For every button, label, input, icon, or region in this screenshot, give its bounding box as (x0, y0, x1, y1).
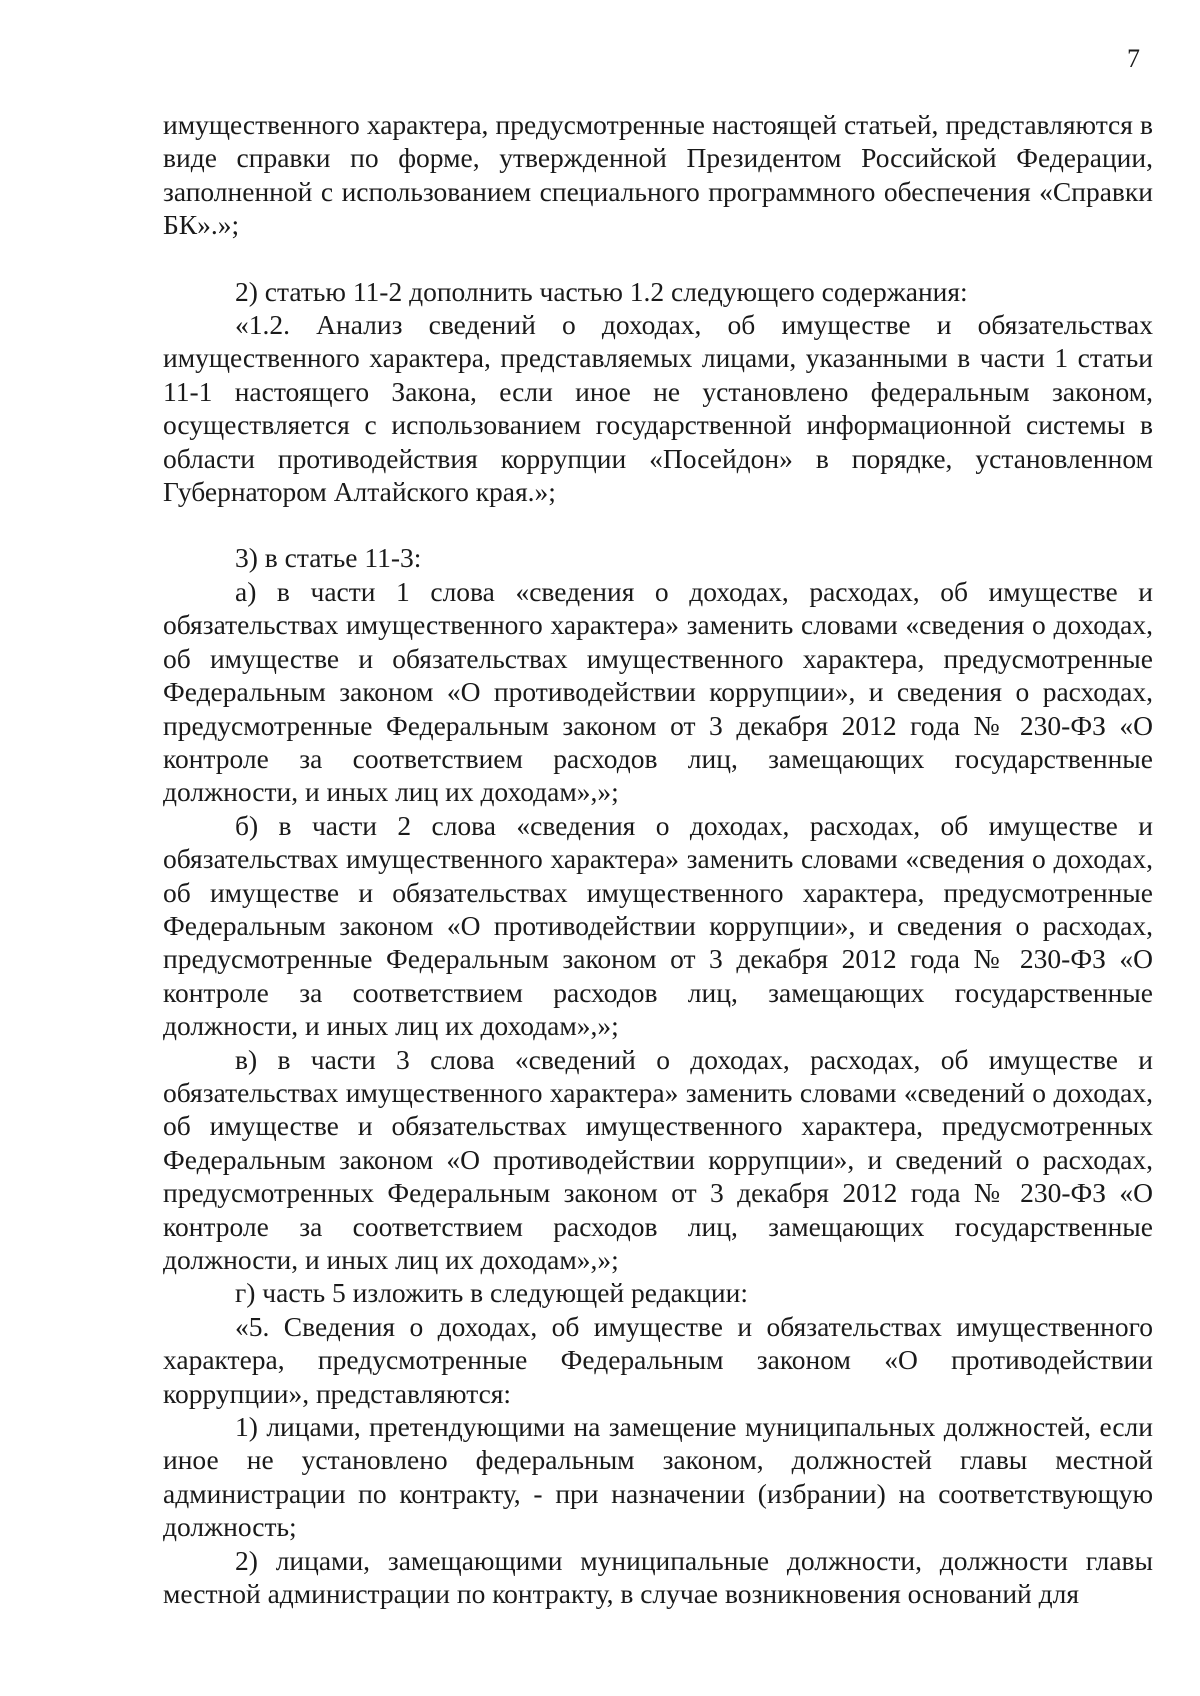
paragraph: в) в части 3 слова «сведений о доходах, расходах, об имуществе и обязательствах имущественного характера» заменить словами «сведений о доходах, об имуществе и обязательствах имущественного характера, предусмотренных Федеральным законом «О противодействии коррупции», и сведений о расходах, предусмотренных Федеральным законом от 3 декабря 2012 года № 230-ФЗ «О контроле за соответствием расходов лиц, замещающих государственные должности, и иных лиц их доходам»,»; (163, 1043, 1153, 1275)
paragraph: б) в части 2 слова «сведения о доходах, расходах, об имуществе и обязательствах имущественного характера» заменить словами «сведения о доходах, об имуществе и обязательствах имущественного характера, предусмотренные Федеральным законом «О противодействии коррупции», и сведения о расходах, предусмотренные Федеральным законом от 3 декабря 2012 года № 230-ФЗ «О контроле за соответствием расходов лиц, замещающих государственные должности, и иных лиц их доходам»,»; (163, 809, 1153, 1042)
paragraph: 2) лицами, замещающими муниципальные должности, должности главы местной администрации по контракту, в случае возникновения оснований для (163, 1544, 1153, 1610)
paragraph: имущественного характера, предусмотренные настоящей статьей, представляются в виде справки по форме, утвержденной Президентом Российской Федерации, заполненной с использованием специального программного обеспечения «Справки БК».»; (163, 109, 1153, 241)
paragraph: 3) в статье 11-3: (235, 542, 422, 574)
paragraph: а) в части 1 слова «сведения о доходах, расходах, об имуществе и обязательствах имущественного характера» заменить словами «сведения о доходах, об имуществе и обязательствах имущественного характера, предусмотренные Федеральным законом «О противодействии коррупции», и сведения о расходах, предусмотренные Федеральным законом от 3 декабря 2012 года № 230-ФЗ «О контроле за соответствием расходов лиц, замещающих государственные должности, и иных лиц их доходам»,»; (163, 575, 1153, 808)
paragraph: 1) лицами, претендующими на замещение муниципальных должностей, если иное не установлено федеральным законом, должностей главы местной администрации по контракту, - при назначении (избрании) на соответствующую должность; (163, 1411, 1153, 1543)
document-body (163, 108, 1153, 1610)
paragraph: «5. Сведения о доходах, об имуществе и обязательствах имущественного характера, предусмотренные Федеральным законом «О противодействии коррупции», представляются: (163, 1310, 1153, 1409)
paragraph: г) часть 5 изложить в следующей редакции: (235, 1277, 748, 1309)
paragraph: 2) статью 11-2 дополнить частью 1.2 следующего содержания: (235, 275, 968, 307)
paragraph: «1.2. Анализ сведений о доходах, об имуществе и обязательствах имущественного характера, представляемых лицами, указанными в части 1 статьи 11-1 настоящего Закона, если иное не установлено федеральным законом, осуществляется с использованием государственной информационной системы в области противодействия коррупции «Посейдон» в порядке, установленном Губернатором Алтайского края.»; (163, 309, 1153, 508)
page-number: 7 (1127, 44, 1140, 73)
